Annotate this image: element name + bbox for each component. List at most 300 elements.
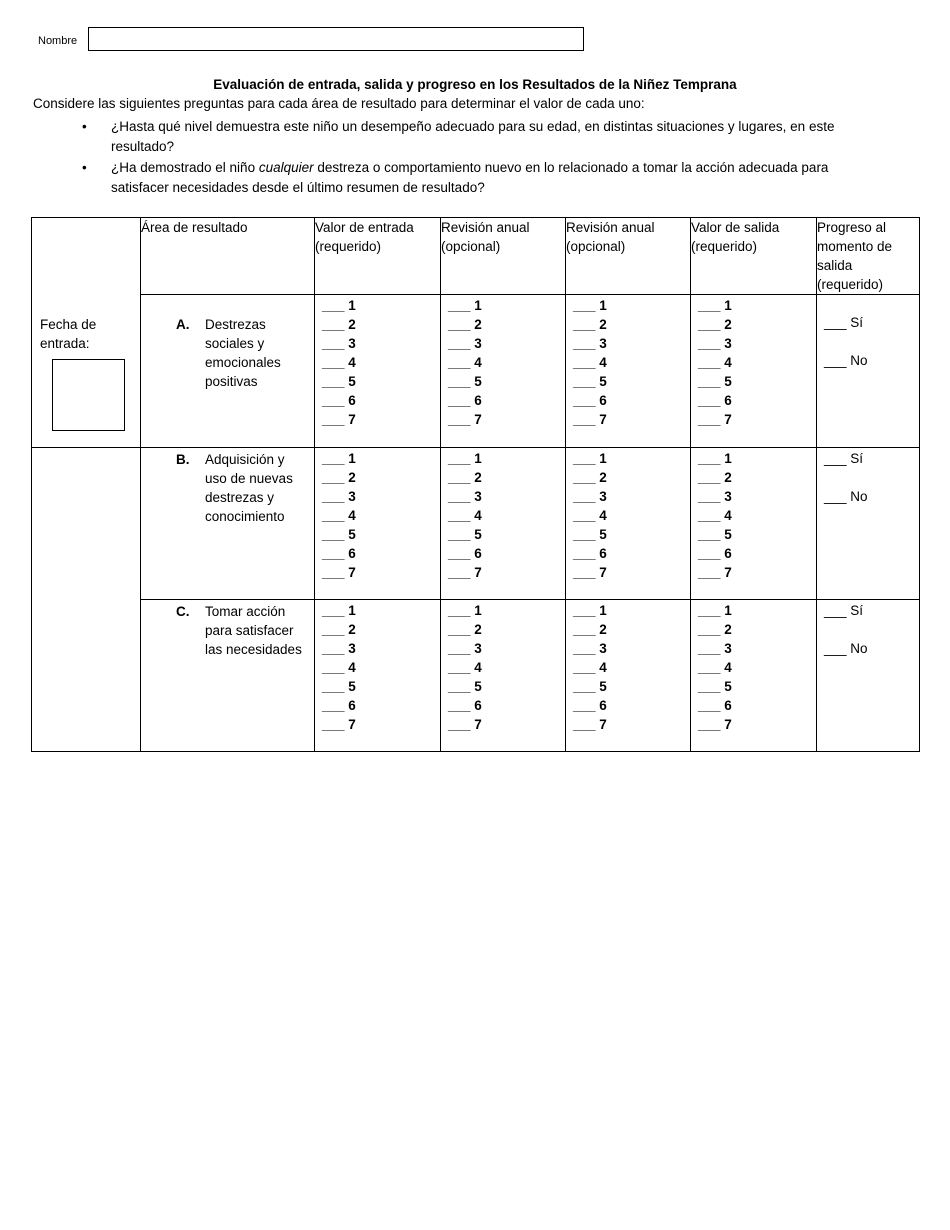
rating-blank: ___ xyxy=(322,622,345,637)
exit-options-cell xyxy=(691,448,817,600)
rating-option[interactable] xyxy=(573,639,683,658)
progress-yes-label: Sí xyxy=(850,451,864,466)
rating-value: 7 xyxy=(599,412,607,427)
rating-option[interactable] xyxy=(322,563,433,582)
rating-value: 1 xyxy=(599,298,607,313)
rating-blank: ___ xyxy=(573,546,596,561)
rating-value: 4 xyxy=(474,660,482,675)
rating-value: 5 xyxy=(724,374,732,389)
rating-blank: ___ xyxy=(573,641,596,656)
rating-value: 2 xyxy=(474,317,482,332)
rating-blank: ___ xyxy=(573,679,596,694)
rating-value: 3 xyxy=(724,489,732,504)
outcome-row-a xyxy=(32,295,920,448)
rating-blank: ___ xyxy=(448,679,471,694)
rating-value: 6 xyxy=(599,546,607,561)
rating-blank: ___ xyxy=(322,374,345,389)
rating-value: 7 xyxy=(724,565,732,580)
rating-value: 6 xyxy=(724,698,732,713)
annual2-options-cell xyxy=(566,295,691,448)
rating-blank: ___ xyxy=(698,508,721,523)
rating-value: 6 xyxy=(724,393,732,408)
rating-option[interactable] xyxy=(573,544,683,563)
rating-option[interactable] xyxy=(448,296,558,315)
name-field[interactable] xyxy=(88,27,584,51)
rating-value: 4 xyxy=(348,508,356,523)
rating-value: 1 xyxy=(474,298,482,313)
progress-blank: ___ xyxy=(824,489,847,504)
rating-value: 5 xyxy=(348,374,356,389)
rating-blank: ___ xyxy=(573,355,596,370)
progress-options xyxy=(817,448,919,506)
rating-option[interactable] xyxy=(698,658,809,677)
progress-blank: ___ xyxy=(824,641,847,656)
rating-value: 5 xyxy=(724,527,732,542)
rating-blank: ___ xyxy=(698,546,721,561)
rating-blank: ___ xyxy=(698,451,721,466)
rating-option[interactable] xyxy=(448,315,558,334)
rating-option[interactable] xyxy=(322,620,433,639)
outcome-row-c xyxy=(32,600,920,752)
rating-value: 7 xyxy=(474,717,482,732)
rating-value: 4 xyxy=(348,355,356,370)
rating-option[interactable] xyxy=(573,601,683,620)
rating-value: 6 xyxy=(348,393,356,408)
rating-blank: ___ xyxy=(573,508,596,523)
bullet-icon: • xyxy=(82,160,87,175)
rating-option[interactable] xyxy=(573,715,683,734)
rating-blank: ___ xyxy=(698,355,721,370)
rating-value: 4 xyxy=(724,508,732,523)
rating-value: 3 xyxy=(348,489,356,504)
rating-value: 7 xyxy=(474,565,482,580)
progress-blank: ___ xyxy=(824,451,847,466)
progress-cell xyxy=(817,600,920,752)
rating-blank: ___ xyxy=(573,393,596,408)
rating-blank: ___ xyxy=(573,451,596,466)
question-2-before: ¿Ha demostrado el niño xyxy=(111,160,259,175)
rating-blank: ___ xyxy=(573,489,596,504)
rating-value: 2 xyxy=(348,317,356,332)
rating-blank: ___ xyxy=(322,698,345,713)
rating-value: 3 xyxy=(724,641,732,656)
rating-value: 3 xyxy=(474,489,482,504)
rating-blank: ___ xyxy=(573,527,596,542)
rating-option[interactable] xyxy=(698,391,809,410)
rating-value: 2 xyxy=(599,622,607,637)
rating-option[interactable] xyxy=(573,334,683,353)
rating-option[interactable] xyxy=(698,620,809,639)
rating-option[interactable] xyxy=(573,296,683,315)
rating-option[interactable] xyxy=(322,601,433,620)
rating-option[interactable] xyxy=(698,601,809,620)
rating-option[interactable] xyxy=(573,410,683,429)
rating-blank: ___ xyxy=(448,565,471,580)
rating-option[interactable] xyxy=(573,658,683,677)
rating-value: 2 xyxy=(348,622,356,637)
rating-blank: ___ xyxy=(448,622,471,637)
rating-value: 7 xyxy=(724,412,732,427)
rating-option[interactable] xyxy=(448,449,558,468)
rating-value: 7 xyxy=(474,412,482,427)
rating-value: 3 xyxy=(474,641,482,656)
rating-blank: ___ xyxy=(573,717,596,732)
name-label: Nombre xyxy=(38,35,78,47)
rating-value: 4 xyxy=(474,508,482,523)
annual2-options xyxy=(566,600,690,735)
rating-option[interactable] xyxy=(698,506,809,525)
rating-option[interactable] xyxy=(698,372,809,391)
rating-option[interactable] xyxy=(573,391,683,410)
rating-option[interactable] xyxy=(573,372,683,391)
area-cell xyxy=(141,600,315,752)
outcome-row-b xyxy=(32,448,920,600)
rating-option[interactable] xyxy=(448,391,558,410)
rating-option[interactable] xyxy=(573,677,683,696)
rating-option[interactable] xyxy=(698,715,809,734)
header-exit-value: Valor de salida (requerido) xyxy=(691,218,817,295)
rating-option[interactable] xyxy=(698,696,809,715)
progress-cell xyxy=(817,295,920,448)
rating-option[interactable] xyxy=(698,677,809,696)
rating-option[interactable] xyxy=(573,468,683,487)
entry-options xyxy=(315,448,440,583)
progress-options xyxy=(817,600,919,658)
rating-option[interactable] xyxy=(322,410,433,429)
rating-option[interactable] xyxy=(448,468,558,487)
page-title: Evaluación de entrada, salida y progreso en los Resultados de la Niñez Temprana xyxy=(213,77,737,92)
progress-yes-label: Sí xyxy=(850,603,864,618)
rating-option[interactable] xyxy=(322,639,433,658)
rating-value: 5 xyxy=(599,527,607,542)
rating-option[interactable] xyxy=(698,468,809,487)
rating-option[interactable] xyxy=(322,468,433,487)
annual2-options xyxy=(566,448,690,583)
rating-blank: ___ xyxy=(448,470,471,485)
area-cell xyxy=(141,295,315,448)
rating-value: 3 xyxy=(348,336,356,351)
rating-option[interactable] xyxy=(322,449,433,468)
entry-date-label: Fecha de entrada: xyxy=(40,317,97,351)
rating-blank: ___ xyxy=(573,298,596,313)
rating-value: 7 xyxy=(599,565,607,580)
rating-blank: ___ xyxy=(448,412,471,427)
rating-value: 5 xyxy=(348,679,356,694)
progress-yes-option[interactable] xyxy=(824,449,912,468)
exit-options-cell xyxy=(691,295,817,448)
rating-value: 7 xyxy=(348,717,356,732)
rating-option[interactable] xyxy=(448,334,558,353)
rating-value: 6 xyxy=(348,546,356,561)
rating-blank: ___ xyxy=(322,412,345,427)
rating-value: 6 xyxy=(474,546,482,561)
rating-option[interactable] xyxy=(448,525,558,544)
rating-blank: ___ xyxy=(698,717,721,732)
rating-blank: ___ xyxy=(322,489,345,504)
question-2-emphasis: cualquier xyxy=(258,160,314,175)
rating-blank: ___ xyxy=(448,717,471,732)
exit-options-cell xyxy=(691,600,817,752)
rating-value: 6 xyxy=(348,698,356,713)
rating-blank: ___ xyxy=(322,565,345,580)
rating-value: 6 xyxy=(599,698,607,713)
annual1-options xyxy=(441,295,565,430)
progress-no-label: No xyxy=(850,641,868,656)
progress-blank: ___ xyxy=(824,315,847,330)
rating-blank: ___ xyxy=(698,603,721,618)
rating-option[interactable] xyxy=(573,620,683,639)
progress-options xyxy=(817,295,919,370)
rating-option[interactable] xyxy=(322,353,433,372)
rating-value: 6 xyxy=(474,393,482,408)
question-1: ¿Hasta qué nivel demuestra este niño un desempeño adecuado para su edad, en distintas situaciones y lugares, en este resultado? xyxy=(111,119,835,154)
exit-options xyxy=(691,295,816,430)
rating-blank: ___ xyxy=(322,717,345,732)
rating-option[interactable] xyxy=(322,334,433,353)
rating-value: 2 xyxy=(348,470,356,485)
progress-yes-option[interactable] xyxy=(824,601,912,620)
exit-options xyxy=(691,448,816,583)
rating-blank: ___ xyxy=(322,451,345,466)
rating-blank: ___ xyxy=(573,660,596,675)
rating-option[interactable] xyxy=(448,715,558,734)
area-text: Adquisición y uso de nuevas destrezas y conocimiento xyxy=(205,452,293,524)
rating-option[interactable] xyxy=(573,487,683,506)
rating-option[interactable] xyxy=(448,410,558,429)
header-annual-review-1: Revisión anual (opcional) xyxy=(441,218,566,295)
rating-blank: ___ xyxy=(448,603,471,618)
progress-no-option[interactable] xyxy=(824,639,912,658)
rating-value: 2 xyxy=(599,470,607,485)
rating-value: 1 xyxy=(348,298,356,313)
rating-option[interactable] xyxy=(698,449,809,468)
entry-date-cell xyxy=(32,218,141,448)
rating-blank: ___ xyxy=(448,546,471,561)
rating-value: 1 xyxy=(348,451,356,466)
rating-blank: ___ xyxy=(448,660,471,675)
rating-option[interactable] xyxy=(322,506,433,525)
progress-no-option[interactable] xyxy=(824,487,912,506)
header-annual-review-2: Revisión anual (opcional) xyxy=(566,218,691,295)
rating-option[interactable] xyxy=(698,353,809,372)
rating-option[interactable] xyxy=(322,487,433,506)
rating-option[interactable] xyxy=(698,487,809,506)
rating-value: 2 xyxy=(724,317,732,332)
rating-value: 2 xyxy=(599,317,607,332)
area-cell xyxy=(141,448,315,600)
rating-blank: ___ xyxy=(322,393,345,408)
rating-option[interactable] xyxy=(573,525,683,544)
rating-blank: ___ xyxy=(322,546,345,561)
rating-value: 1 xyxy=(348,603,356,618)
rating-value: 4 xyxy=(724,660,732,675)
rating-blank: ___ xyxy=(448,451,471,466)
rating-blank: ___ xyxy=(448,698,471,713)
rating-option[interactable] xyxy=(698,525,809,544)
rating-value: 5 xyxy=(474,679,482,694)
rating-option[interactable] xyxy=(448,677,558,696)
rating-option[interactable] xyxy=(322,525,433,544)
rating-blank: ___ xyxy=(698,565,721,580)
progress-yes-option[interactable] xyxy=(824,313,912,332)
rating-value: 1 xyxy=(474,603,482,618)
annual1-options xyxy=(441,448,565,583)
rating-option[interactable] xyxy=(322,315,433,334)
progress-no-option[interactable] xyxy=(824,351,912,370)
rating-value: 2 xyxy=(724,622,732,637)
rating-option[interactable] xyxy=(448,372,558,391)
rating-blank: ___ xyxy=(573,698,596,713)
rating-value: 7 xyxy=(348,412,356,427)
annual2-options xyxy=(566,295,690,430)
rating-option[interactable] xyxy=(698,296,809,315)
progress-blank: ___ xyxy=(824,353,847,368)
exit-options xyxy=(691,600,816,735)
rating-blank: ___ xyxy=(322,355,345,370)
rating-blank: ___ xyxy=(698,527,721,542)
rating-blank: ___ xyxy=(448,317,471,332)
rating-option[interactable] xyxy=(448,658,558,677)
rating-blank: ___ xyxy=(698,698,721,713)
question-item xyxy=(82,117,882,157)
entry-date-box[interactable] xyxy=(52,359,125,431)
rating-option[interactable] xyxy=(448,563,558,582)
rating-blank: ___ xyxy=(448,508,471,523)
rating-option[interactable] xyxy=(573,449,683,468)
rating-blank: ___ xyxy=(698,641,721,656)
rating-blank: ___ xyxy=(448,527,471,542)
rating-value: 1 xyxy=(724,298,732,313)
rating-blank: ___ xyxy=(573,374,596,389)
rating-option[interactable] xyxy=(448,639,558,658)
annual1-options-cell xyxy=(441,600,566,752)
rating-option[interactable] xyxy=(573,563,683,582)
rating-value: 7 xyxy=(724,717,732,732)
rating-value: 3 xyxy=(599,489,607,504)
rating-value: 1 xyxy=(599,451,607,466)
rating-value: 2 xyxy=(474,470,482,485)
rating-option[interactable] xyxy=(698,334,809,353)
rating-blank: ___ xyxy=(573,336,596,351)
rating-value: 4 xyxy=(474,355,482,370)
rating-option[interactable] xyxy=(698,410,809,429)
rating-blank: ___ xyxy=(448,641,471,656)
rating-blank: ___ xyxy=(322,336,345,351)
rating-blank: ___ xyxy=(322,603,345,618)
rating-value: 3 xyxy=(599,641,607,656)
rating-option[interactable] xyxy=(322,391,433,410)
rating-option[interactable] xyxy=(448,620,558,639)
rating-option[interactable] xyxy=(322,658,433,677)
rating-option[interactable] xyxy=(322,677,433,696)
rating-option[interactable] xyxy=(322,544,433,563)
rating-option[interactable] xyxy=(448,544,558,563)
rating-blank: ___ xyxy=(573,565,596,580)
entry-options xyxy=(315,295,440,430)
rating-blank: ___ xyxy=(573,317,596,332)
rating-option[interactable] xyxy=(698,544,809,563)
rating-blank: ___ xyxy=(448,374,471,389)
rating-blank: ___ xyxy=(698,336,721,351)
entry-options xyxy=(315,600,440,735)
rating-blank: ___ xyxy=(573,412,596,427)
rating-option[interactable] xyxy=(322,372,433,391)
question-item xyxy=(82,158,882,198)
rating-option[interactable] xyxy=(448,353,558,372)
progress-blank: ___ xyxy=(824,603,847,618)
rating-value: 4 xyxy=(599,508,607,523)
rating-option[interactable] xyxy=(698,563,809,582)
annual1-options xyxy=(441,600,565,735)
rating-blank: ___ xyxy=(322,298,345,313)
rating-blank: ___ xyxy=(698,298,721,313)
rating-option[interactable] xyxy=(573,315,683,334)
annual2-options-cell xyxy=(566,448,691,600)
rating-blank: ___ xyxy=(322,508,345,523)
rating-option[interactable] xyxy=(573,353,683,372)
rating-value: 3 xyxy=(348,641,356,656)
progress-no-label: No xyxy=(850,489,868,504)
rating-value: 4 xyxy=(348,660,356,675)
rating-option[interactable] xyxy=(448,487,558,506)
rating-value: 3 xyxy=(474,336,482,351)
area-text: Tomar acción para satisfacer las necesidades xyxy=(205,604,302,657)
annual1-options-cell xyxy=(441,295,566,448)
rating-blank: ___ xyxy=(698,317,721,332)
rating-value: 7 xyxy=(599,717,607,732)
rating-option[interactable] xyxy=(573,506,683,525)
question-list xyxy=(82,117,882,199)
area-letter: C. xyxy=(176,604,190,619)
rating-option[interactable] xyxy=(698,315,809,334)
area-letter: A. xyxy=(176,317,190,332)
rating-option[interactable] xyxy=(448,506,558,525)
header-area: Área de resultado xyxy=(141,218,315,295)
rating-option[interactable] xyxy=(322,696,433,715)
rating-blank: ___ xyxy=(322,660,345,675)
bullet-icon: • xyxy=(82,119,87,134)
rating-option[interactable] xyxy=(322,715,433,734)
rating-value: 2 xyxy=(724,470,732,485)
rating-value: 5 xyxy=(474,374,482,389)
rating-blank: ___ xyxy=(448,336,471,351)
rating-blank: ___ xyxy=(698,622,721,637)
rating-option[interactable] xyxy=(448,601,558,620)
entry-options-cell xyxy=(315,295,441,448)
rating-option[interactable] xyxy=(322,296,433,315)
rating-value: 5 xyxy=(348,527,356,542)
rating-option[interactable] xyxy=(698,639,809,658)
rating-value: 3 xyxy=(724,336,732,351)
area-label xyxy=(141,448,314,526)
rating-value: 4 xyxy=(724,355,732,370)
header-entry-value: Valor de entrada (requerido) xyxy=(315,218,441,295)
progress-cell xyxy=(817,448,920,600)
rating-option[interactable] xyxy=(448,696,558,715)
rating-value: 6 xyxy=(474,698,482,713)
entry-options-cell xyxy=(315,600,441,752)
rating-blank: ___ xyxy=(698,393,721,408)
rating-value: 6 xyxy=(599,393,607,408)
rating-blank: ___ xyxy=(448,298,471,313)
rating-value: 4 xyxy=(599,355,607,370)
rating-option[interactable] xyxy=(573,696,683,715)
annual1-options-cell xyxy=(441,448,566,600)
rating-value: 5 xyxy=(599,374,607,389)
progress-no-label: No xyxy=(850,353,868,368)
rating-value: 2 xyxy=(474,622,482,637)
area-label xyxy=(141,295,314,391)
